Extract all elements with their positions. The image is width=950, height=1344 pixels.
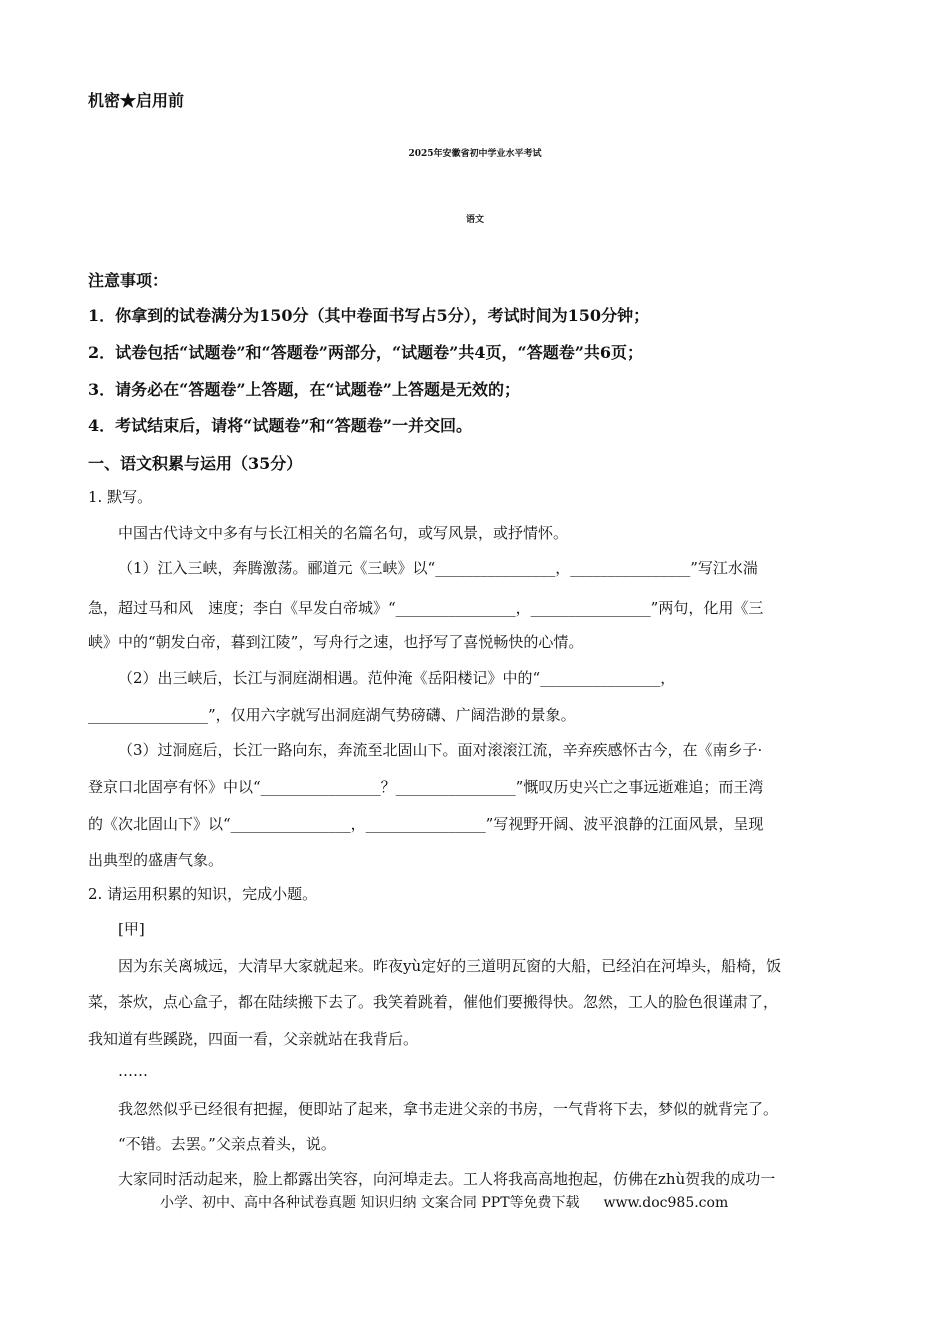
question-1-line: （1）江入三峡，奔腾激荡。郦道元《三峡》以“________________，________________”写江水湍: [118, 559, 758, 577]
passage-line: 因为东关离城远，大清早大家就起来。昨夜yù定好的三道明瓦窗的大船，已经泊在河埠头，船椅，饭: [118, 957, 782, 975]
exam-title: 2025年安徽省初中学业水平考试: [408, 149, 542, 159]
footer-text: 小学、初中、高中各种试卷真题 知识归纳 文案合同 PPT等免费下载: [160, 1195, 580, 1211]
passage-part-label: [甲]: [118, 920, 145, 938]
question-1-line: 登京口北固亭有怀》中以“________________？________________”慨叹历史兴亡之事远逝难追；而王湾: [88, 778, 764, 796]
passage-line: 大家同时活动起来，脸上都露出笑容，向河埠走去。工人将我高高地抱起，仿佛在zhù贺我的成功一: [118, 1170, 776, 1188]
passage-ellipsis: ……: [118, 1062, 148, 1080]
notice-item: 1．你拿到的试卷满分为150分（其中卷面书写占5分），考试时间为150分钟；: [88, 306, 650, 325]
notice-heading: 注意事项：: [88, 271, 169, 290]
question-1-label: 1. 默写。: [88, 488, 153, 506]
footer: [160, 1192, 728, 1212]
question-1-intro: 中国古代诗文中多有与长江相关的名篇名句，或写风景，或抒情怀。: [118, 524, 569, 542]
confidential-label: 机密★启用前: [88, 91, 185, 110]
passage-line: 我知道有些蹊跷，四面一看，父亲就站在我背后。: [88, 1030, 419, 1048]
question-1-line: ________________”，仅用六字就写出洞庭湖气势磅礴、广阔浩渺的景象。: [88, 706, 576, 724]
passage-line: 我忽然似乎已经很有把握，便即站了起来，拿书走进父亲的书房，一气背将下去，梦似的就背完了。: [118, 1100, 779, 1118]
question-1-line: （2）出三峡后，长江与洞庭湖相遇。范仲淹《岳阳楼记》中的“________________，: [118, 669, 676, 687]
passage-line: 菜，茶炊，点心盒子，都在陆续搬下去了。我笑着跳着，催他们要搬得快。忽然，工人的脸色很谨肃了，: [88, 993, 779, 1011]
notice-item: 4．考试结束后，请将“试题卷”和“答题卷”一并交回。: [88, 416, 472, 435]
question-2-label: 2. 请运用积累的知识，完成小题。: [88, 885, 318, 903]
passage-line: “不错。去罢。”父亲点着头，说。: [118, 1135, 336, 1153]
notice-item: 3．请务必在“答题卷”上答题，在“试题卷”上答题是无效的；: [88, 380, 520, 399]
section-heading: 一、语文积累与运用（35分）: [88, 454, 303, 473]
footer-url[interactable]: www.doc985.com: [603, 1195, 729, 1211]
question-1-line: 出典型的盛唐气象。: [88, 851, 224, 869]
question-1-line: 急，超过马和风 速度；李白《早发白帝城》“________________，________________”两句，化用《三: [88, 599, 764, 617]
subject-title: 语文: [465, 215, 484, 225]
question-1-line: （3）过洞庭后，长江一路向东，奔流至北固山下。面对滚滚江流，辛弃疾感怀古今，在《南乡子·: [118, 741, 763, 759]
question-1-line: 的《次北固山下》以“________________，________________”写视野开阔、波平浪静的江面风景，呈现: [88, 815, 764, 833]
question-1-line: 峡》中的“朝发白帝，暮到江陵”，写舟行之速，也抒写了喜悦畅快的心情。: [88, 633, 584, 651]
notice-item: 2．试卷包括“试题卷”和“答题卷”两部分，“试题卷”共4页，“答题卷”共6页；: [88, 343, 644, 362]
